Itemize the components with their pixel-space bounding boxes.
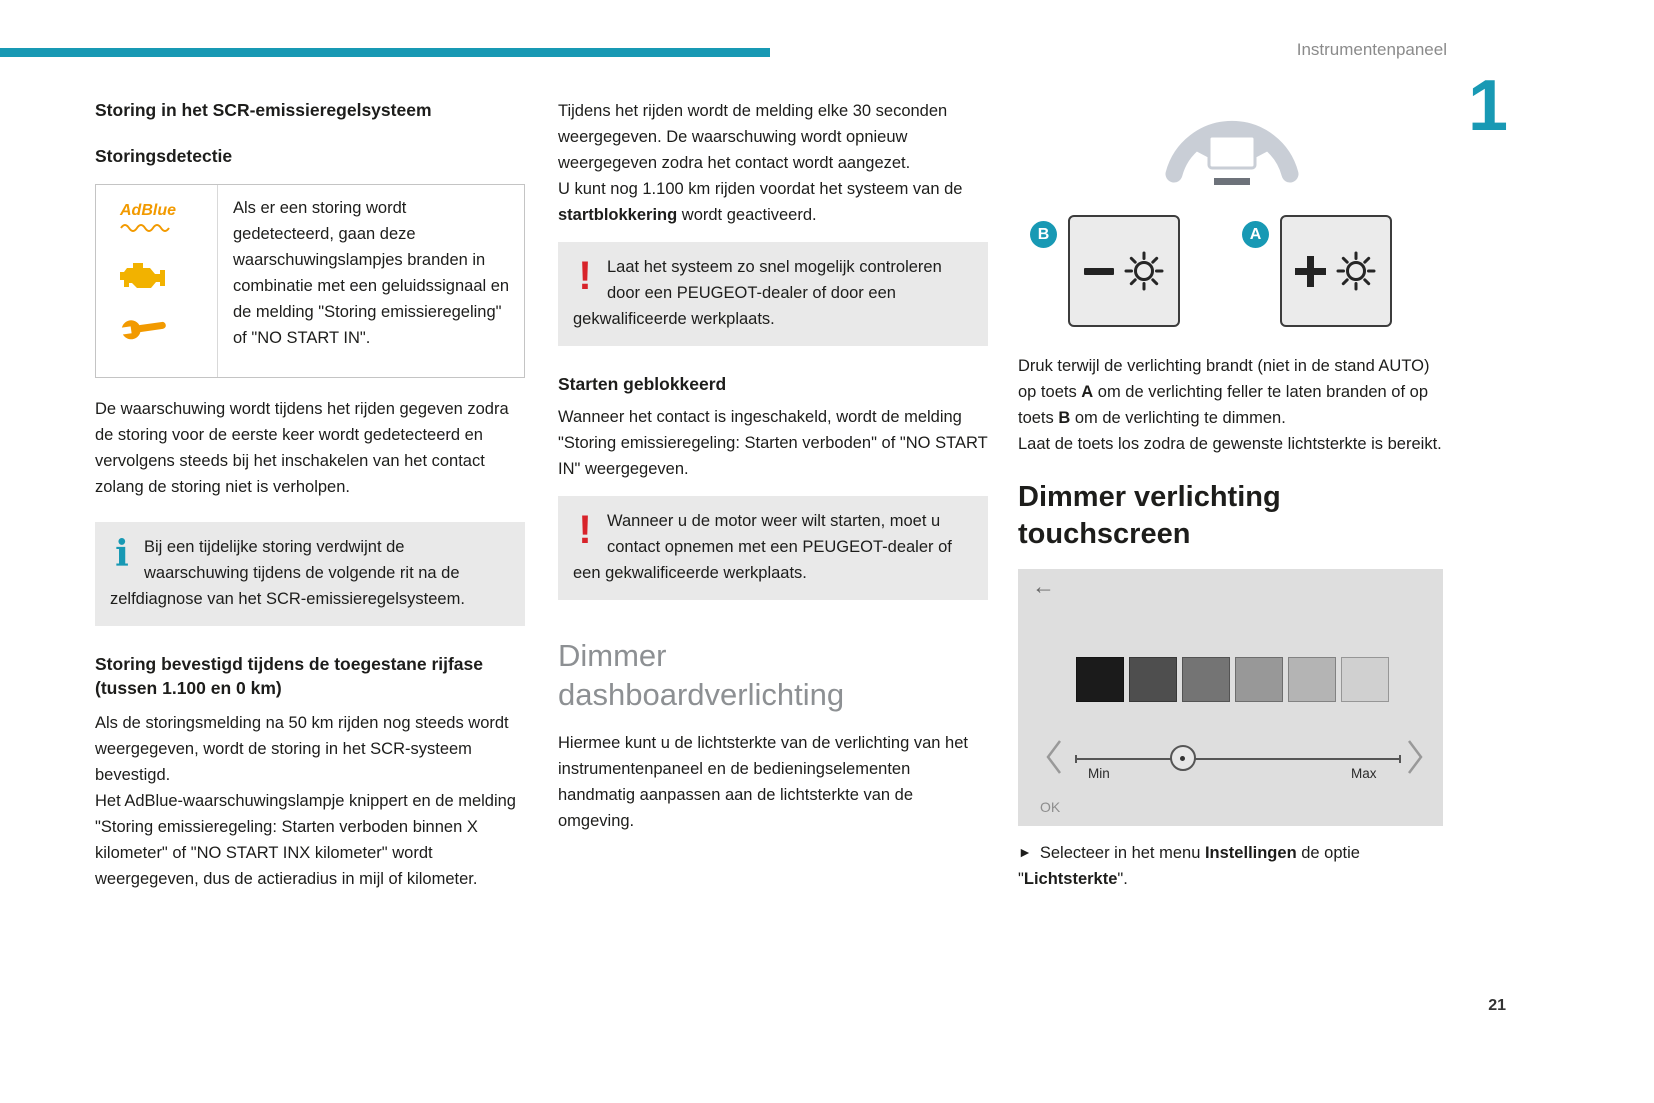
bold-a: A <box>1081 383 1094 401</box>
warning-icon: ! <box>578 254 592 298</box>
bold-instellingen: Instellingen <box>1204 844 1297 862</box>
chevron-right-icon <box>1405 737 1425 777</box>
para-fault-confirmed-1: Als de storingsmelding na 50 km rijden nog steeds wordt weergegeven, wordt de storing in het SCR-systeem bevestigd. <box>95 714 509 784</box>
para-message-repeat: Tijdens het rijden wordt de melding elke 30 seconden weergegeven. De waarschuwing wordt opnieuw weergegeven zodra het contact wordt aangezet. <box>558 102 948 172</box>
chevron-left-icon <box>1044 737 1064 777</box>
para-warning-given: De waarschuwing wordt tijdens het rijden gegeven zodra de storing voor de eerste keer wordt gedetecteerd en vervolgens steeds bij het inschakelen van het contact zolang de storing niet is verholpen. <box>95 400 509 496</box>
back-arrow-icon: ← <box>1032 573 1055 599</box>
para-press-buttons: Druk terwijl de verlichting brandt (niet in de stand AUTO) op toets A om de verlichting feller te laten branden of op toets B om de verlichting te dimmen. <box>1018 357 1430 427</box>
engine-warning-icon <box>120 261 166 291</box>
dim-up-button <box>1280 215 1392 327</box>
column-left <box>95 90 525 892</box>
brightness-swatch <box>1288 657 1336 702</box>
warning-box-restart <box>558 496 988 600</box>
dimmer-buttons-illustration <box>1018 215 1446 339</box>
warning-box-dealer-text: Laat het systeem zo snel mogelijk controleren door een PEUGEOT-dealer of door een gekwalificeerde werkplaats. <box>573 258 942 328</box>
brightness-swatch <box>1129 657 1177 702</box>
para-start-blocked: Wanneer het contact is ingeschakeld, wordt de melding "Storing emissieregeling: Starten verboden" of "NO START IN" weergegeven. <box>558 408 988 478</box>
warning-box-restart-text: Wanneer u de motor weer wilt starten, moet u contact opnemen met een PEUGEOT-dealer of een gekwalificeerde werkplaats. <box>573 512 952 582</box>
dashboard-illustration-wrap <box>1018 116 1446 201</box>
warning-lamps-column <box>96 185 218 377</box>
heading-start-blocked: Starten geblokkeerd <box>558 374 727 394</box>
warning-lamps-text: Als er een storing wordt gedetecteerd, gaan deze waarschuwingslampjes branden in combinatie met een geluidssignaal en de melding "Storing emissieregeling" of "NO START IN". <box>233 199 510 347</box>
para-release-button: Laat de toets los zodra de gewenste lichtsterkte is bereikt. <box>1018 435 1442 453</box>
button-a-group <box>1249 215 1392 327</box>
para-select-settings: ► Selecteer in het menu Instellingen de optie "Lichtsterkte". <box>1018 844 1360 888</box>
brightness-swatch <box>1076 657 1124 702</box>
brightness-swatch <box>1182 657 1230 702</box>
touchscreen-illustration <box>1018 569 1443 826</box>
steering-wheel-icon <box>1158 116 1306 196</box>
brightness-swatches <box>1076 657 1389 702</box>
accent-top-bar <box>0 48 770 57</box>
bold-startblokkering: startblokkering <box>558 206 678 224</box>
para-fault-confirmed-2: Het AdBlue-waarschuwingslampje knippert en de melding "Storing emissieregeling: Starten verboden binnen X kilometer" of "NO START INX kilometer" wordt weergegeven, dus de actieradius in mijl of kilometer. <box>95 792 516 888</box>
heading-fault-detection: Storingsdetectie <box>95 146 233 166</box>
button-b-group <box>1037 215 1180 327</box>
running-header: Instrumentenpaneel <box>1296 40 1447 59</box>
wrench-service-icon <box>120 315 168 341</box>
warning-lamps-box <box>95 184 525 378</box>
chapter-number: 1 <box>1467 66 1508 146</box>
column-middle <box>558 90 988 834</box>
bold-lichtsterkte: Lichtsterkte <box>1023 870 1118 888</box>
section-heading-dimmer-dashboard: Dimmer dashboardverlichting <box>558 638 845 712</box>
info-icon: i <box>115 533 129 575</box>
callout-b: B <box>1030 221 1057 248</box>
brightness-swatch <box>1341 657 1389 702</box>
slider-handle-dot <box>1180 756 1185 761</box>
slider-min-label: Min <box>1088 766 1110 781</box>
brightness-icon <box>1335 250 1377 292</box>
adblue-warning-icon: AdBlue <box>120 203 217 237</box>
adblue-wave <box>120 223 174 232</box>
ok-label: OK <box>1040 799 1061 815</box>
slider-max-label: Max <box>1351 766 1377 781</box>
slider-handle <box>1170 745 1196 771</box>
warning-icon: ! <box>578 508 592 552</box>
bold-b: B <box>1058 409 1071 427</box>
para-dimmer-intro: Hiermee kunt u de lichtsterkte van de verlichting van het instrumentenpaneel en de bedieningselementen handmatig aanpassen aan de lichtsterkte van de omgeving. <box>558 734 968 830</box>
column-right <box>1018 90 1446 892</box>
plus-icon <box>1295 256 1326 287</box>
brightness-slider-track <box>1075 758 1401 760</box>
pointer-icon: ► <box>1018 844 1032 860</box>
page-number: 21 <box>1488 997 1506 1014</box>
warning-box-dealer <box>558 242 988 346</box>
dim-down-button <box>1068 215 1180 327</box>
info-box-text: Bij een tijdelijke storing verdwijnt de waarschuwing tijdens de volgende rit na de zelfdiagnose van het SCR-emissieregelsysteem. <box>110 538 465 608</box>
brightness-icon <box>1123 250 1165 292</box>
para-start-blocking: U kunt nog 1.100 km rijden voordat het systeem van de startblokkering wordt geactiveerd. <box>558 180 963 224</box>
heading-fault-confirmed: Storing bevestigd tijdens de toegestane rijfase (tussen 1.100 en 0 km) <box>95 654 484 698</box>
callout-a: A <box>1242 221 1269 248</box>
minus-icon <box>1084 268 1114 275</box>
info-box <box>95 522 525 626</box>
heading-scr-fault: Storing in het SCR-emissieregelsysteem <box>95 100 432 120</box>
brightness-swatch <box>1235 657 1283 702</box>
section-heading-dimmer-touchscreen: Dimmer verlichting touchscreen <box>1018 481 1281 550</box>
